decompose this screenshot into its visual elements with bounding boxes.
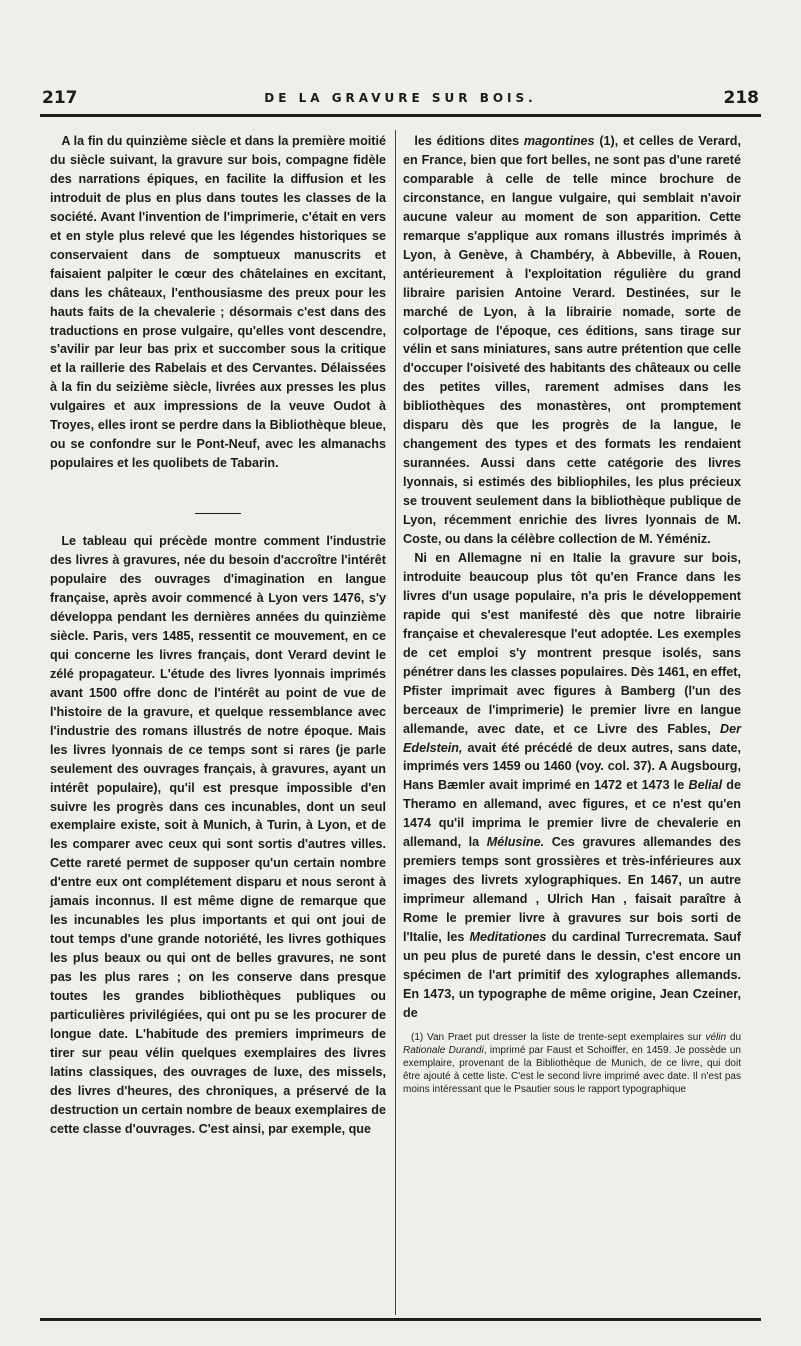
text-run: les éditions dites: [414, 134, 524, 148]
italic-run: Mélusine.: [486, 835, 545, 850]
italic-run: Rationale Durandi: [403, 1044, 484, 1056]
left-column: [50, 132, 386, 1139]
text-run: du cardinal Turrecremata. Sauf un peu plus de pureté dans le dessin, c'est encore un spécimen de l'art primitif des xylographes allemands. En 1473, un typographe de même origine, Jean Czeiner, de: [403, 930, 741, 1020]
right-paragraph-2: [403, 549, 741, 1023]
page-number-right: 218: [723, 88, 759, 108]
left-paragraph-1: A la fin du quinzième siècle et dans la première moitié du siècle suivant, la gravure sur bois, compagne fidèle des narrations épiques, en facilite la diffusion et les introduit de plus en plus dans toutes les classes de la société. Avant l'invention de l'imprimerie, c'était en vers et en style plus relevé que les légendes historiques se conservaient dans de somptueux manuscrits et faisaient palpiter le cœur des châtelaines en excitant, dans les châteaux, l'enthousiasme des preux pour les hauts faits de la chevalerie ; désormais c'est dans des traductions en prose vulgaire, qu'elles vont descendre, s'avilir par leur bas prix et succomber sous la critique et la raillerie des Rabelais et des Cervantes. Délaissées à la fin du seizième siècle, livrées aux presses les plus vulgaires et aux impressions de la veuve Oudot à Troyes, elles iront se perdre dans la Bibliothèque bleue, ou se confondre sur le Pont-Neuf, avec les almanachs populaires et les quolibets de Tabarin.: [50, 134, 386, 471]
italic-run: magontines: [523, 134, 595, 148]
left-paragraph-2: Le tableau qui précède montre comment l'industrie des livres à gravures, née du besoin d'accroître l'intérêt populaire des ouvrages d'imagination en langue française, après avoir commencé à Lyon vers 1476, s'y développa pendant les dernières années du quinzième siècle. Paris, vers 1485, ressentit ce mouvement, en ce qui concerne les livres français, dont Verard devint le zélé propagateur. L'étude des livres lyonnais imprimés avant 1500 offre donc de l'intérêt au point de vue de l'histoire de la gravure, et quelque ressemblance avec l'industrie des romans illustrés de notre époque. Mais les livres lyonnais de ce temps sont si rares (je parle seulement des ouvrages français, à gravures, ayant un intérêt populaire), qu'il est presque impossible d'en suivre les progrès dans ces incunables, dont un seul exemplaire existe, soit à Munich, à Turin, à Lyon, et de les comparer avec ceux qui sont sortis d'autres villes. Cette rareté permet de supposer qu'un certain nombre d'entre eux ont complétement disparu et nous seront à jamais inconnus. Il est même digne de remarque que les incunables les plus importants et qui ont joui de tout temps d'une grande notoriété, les livres gothiques les plus beaux ou qui ont de belles gravures, ne sont pas les plus rares ; on les conserve dans presque toutes les grandes bibliothèques publiques ou particulières privilégiées, qui ont pu se les procurer de longue date. L'habitude des premiers imprimeurs de tirer sur peau vélin quelques exemplaires des livres latins classiques, des ouvrages de luxe, des missels, des livres d'heures, des chroniques, a préservé de la destruction un certain nombre de beaux exemplaires de cette classe d'ouvrages. C'est ainsi, par exemple, que: [50, 534, 386, 1136]
italic-run: vélin: [705, 1031, 727, 1043]
text-run: Ces gravures allemandes des premiers temps sont grossières et très-inférieures aux images des livrets xylographiques. En 1467, un autre imprimeur allemand , Ulrich Han , faisait paraître à Rome le premier livre à gravures sur bois sorti de l'Italie, les: [403, 835, 742, 945]
bottom-rule: [40, 1318, 761, 1321]
footnote-text: [403, 1031, 741, 1096]
text-run: de Theramo en allemand, avec figures, et ce n'est qu'en 1474 qu'il imprima le premier livre de chevalerie en allemand, la: [403, 778, 741, 850]
section-separator: [195, 513, 241, 514]
right-column: [403, 132, 741, 1096]
text-run: , imprimé par Faust et Schoiffer, en 1459. Je possède un exemplaire, provenant de la Bibliothèque de Munich, de ce livre, qui doit être ajouté à cette liste. C'est le second livre imprimé avec date. Il n'est pas moins intéressant que le Psautier sous le rapport typographique: [403, 1044, 741, 1095]
text-run: Ni en Allemagne ni en Italie la gravure sur bois, introduite beaucoup plus tôt qu'en France dans les livres d'un usage populaire, n'a pris le développement rapide qui s'est manifesté dès que notre librairie française et chevaleresque l'eut adoptée. Les exemples de cet emploi s'y montrent presque isolés, sans pénétrer dans les classes populaires. Dès 1461, en effet, Pfister imprimait avec figures à Bamberg (l'un des berceaux de l'imprimerie) le premier livre en langue allemande, avec date, et ce Livre des Fables,: [403, 550, 741, 736]
italic-run: Der Edelstein,: [403, 721, 741, 755]
page-header: [40, 88, 761, 117]
column-divider: [395, 130, 396, 1315]
italic-run: Belial: [688, 778, 723, 793]
page-number-left: 217: [42, 88, 78, 108]
italic-run: Meditationes: [469, 930, 547, 945]
footnote: [403, 1031, 741, 1096]
text-run: avait été précédé de deux autres, sans date, imprimés vers 1459 ou 1460 (voy. col. 37). A Augsbourg, Hans Bæmler avait imprimé en 1472 et 1473 le: [403, 740, 741, 793]
text-run: du: [726, 1031, 741, 1043]
right-paragraph-1: [403, 132, 741, 549]
running-title: DE LA GRAVURE SUR BOIS.: [264, 91, 537, 105]
text-run: (1), et celles de Verard, en France, bien que fort belles, ne sont pas d'une rareté comparable à celle de telle mince brochure de circonstance, en langue vulgaire, qui semblait n'avoir aucune valeur au moment de son apparition. Cette remarque s'applique aux romans illustrés imprimés à Lyon, à Genève, à Chambéry, à Abbeville, à Rouen, antérieurement à l'exploitation régulière du grand libraire parisien Antoine Verard. Destinées, sur le marché de Lyon, à la librairie nomade, sorte de colportage de l'époque, ces éditions, sans tirage sur vélin et sans miniatures, sans autre prétention que celle d'occuper l'oisiveté des habitants des châteaux ou celle des petites villes, rarement admises dans les bibliothèques des monastères, ont promptement disparu dès que les progrès de la langue, le changement des types et des formats les rendaient surannées. Aussi dans cette catégorie des livres lyonnais, si estimés des bibliophiles, les plus précieux se trouvent seulement dans la bibliothèque publique de Lyon, récemment enrichie des livres lyonnais de M. Coste, ou dans la célèbre collection de M. Yéméniz.: [403, 134, 741, 547]
text-run: (1) Van Praet put dresser la liste de trente-sept exemplaires sur: [411, 1031, 706, 1043]
